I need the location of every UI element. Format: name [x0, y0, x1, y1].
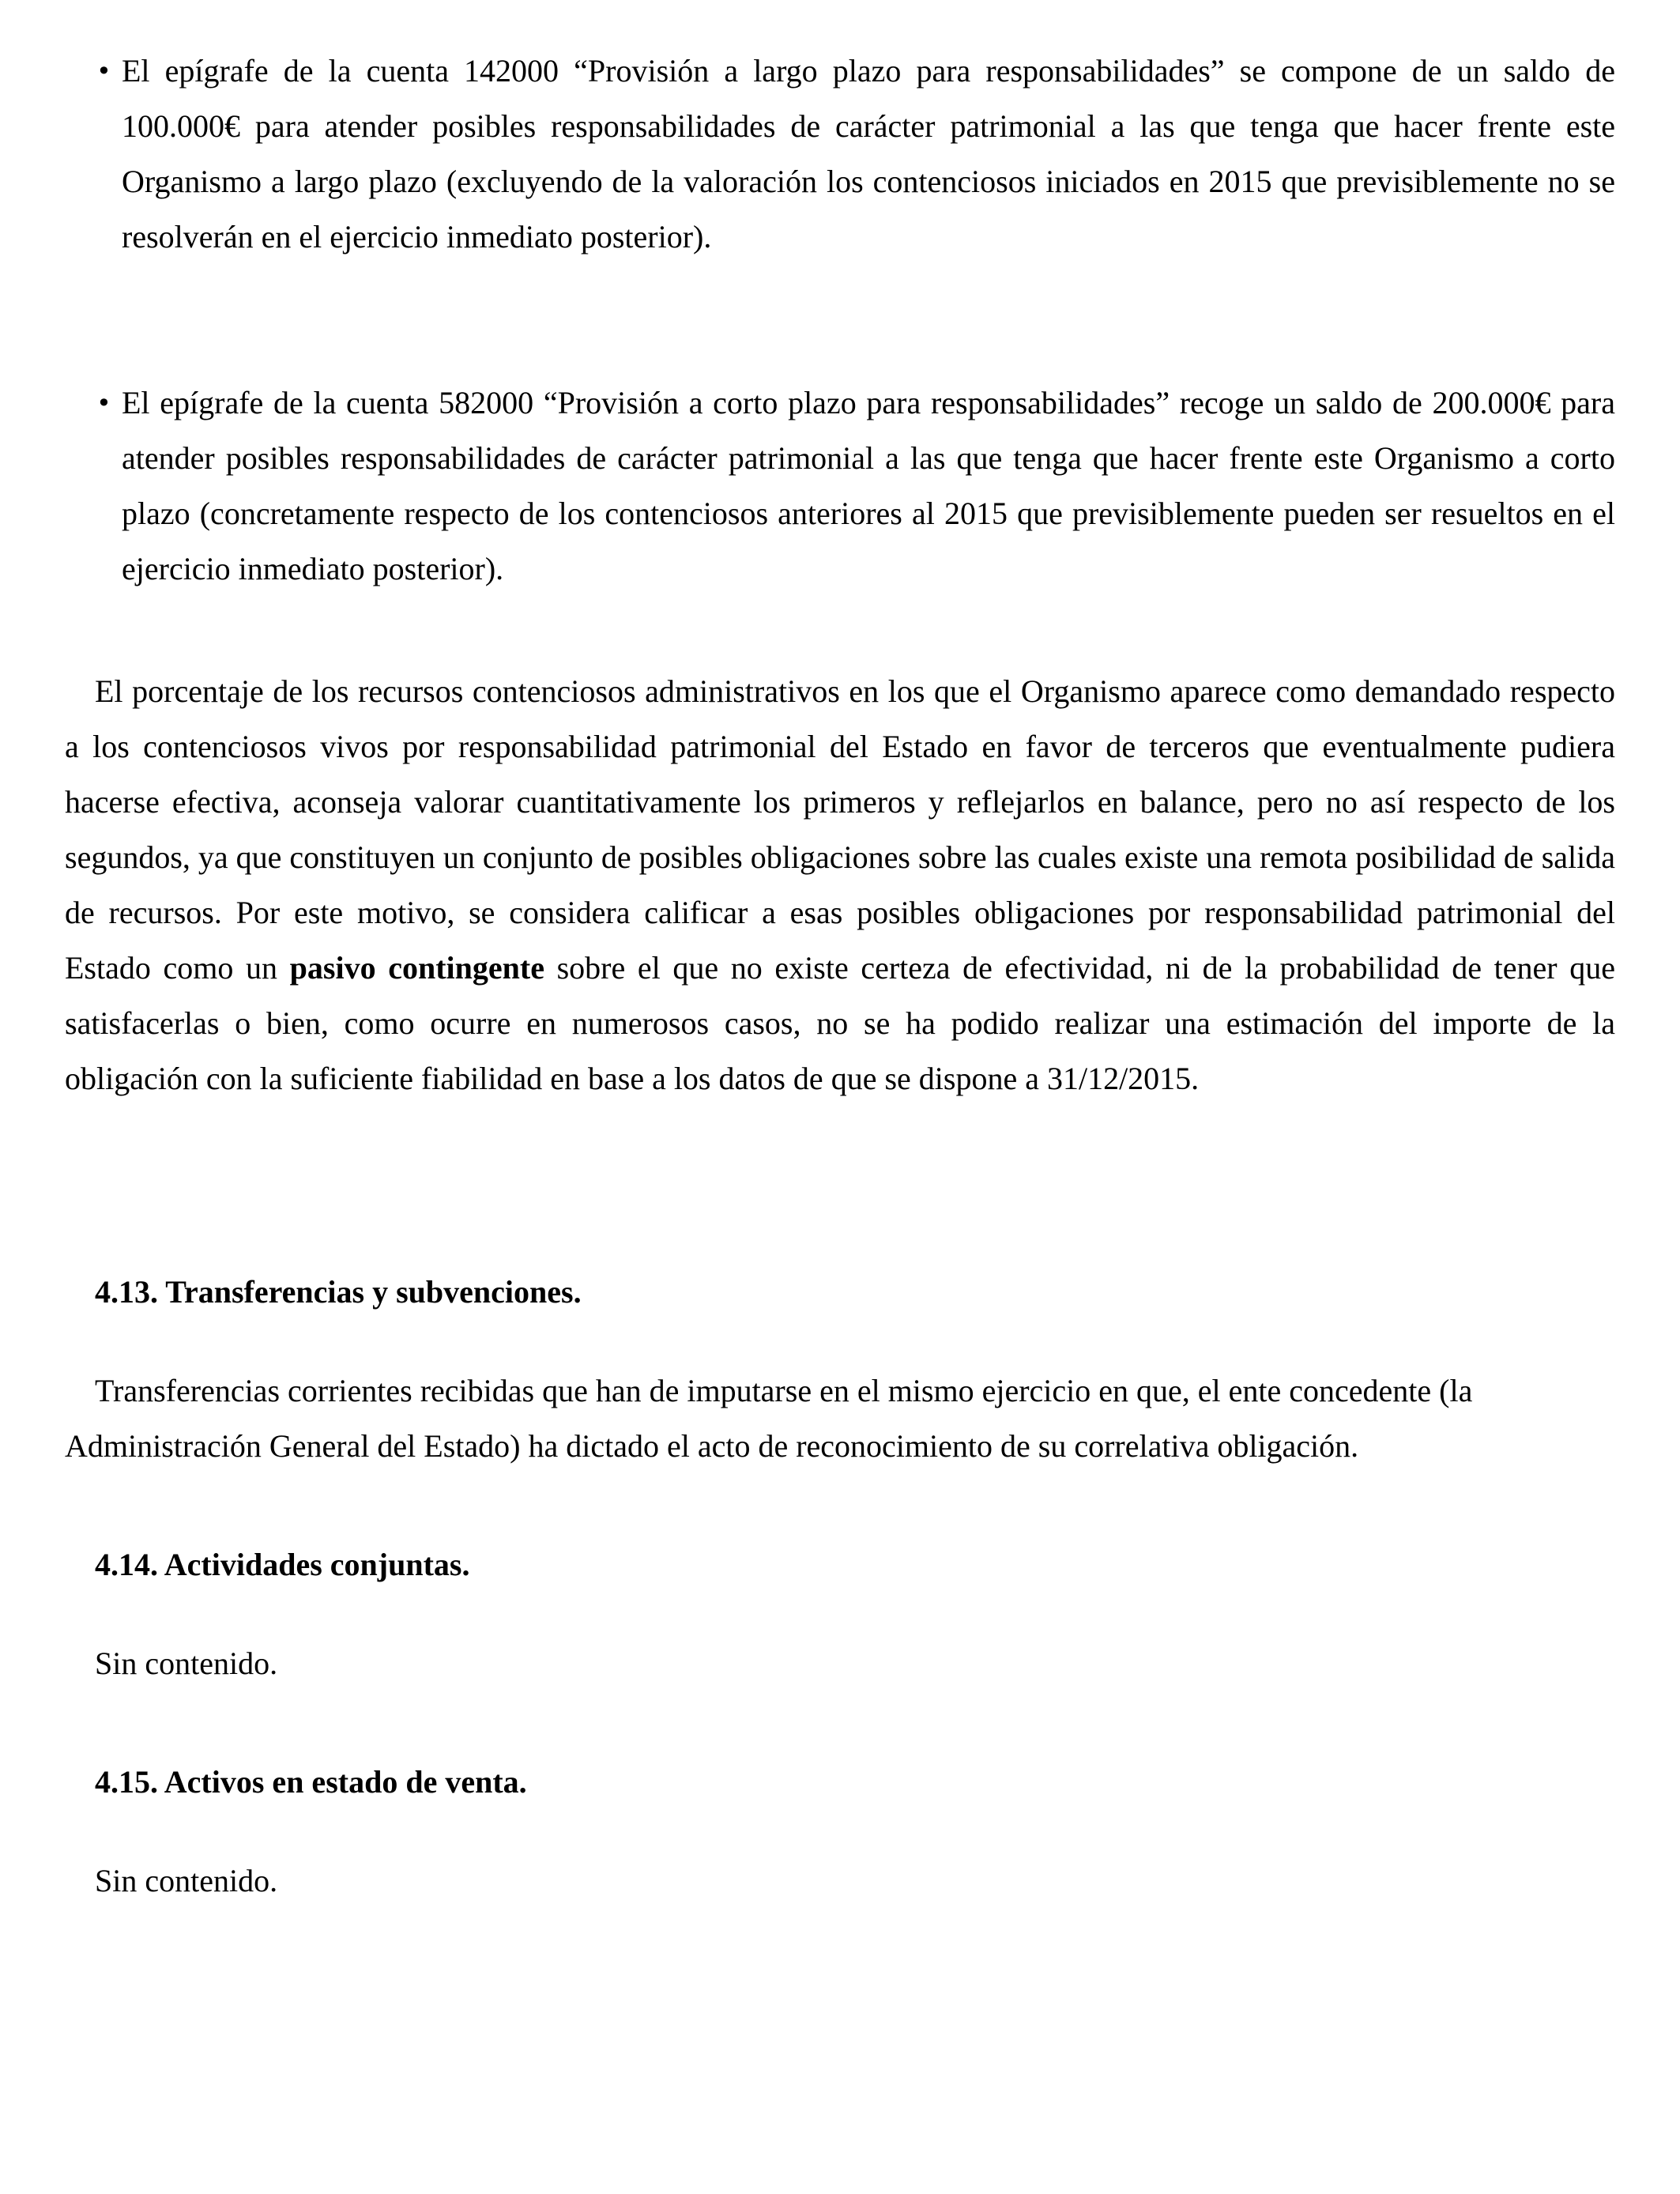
section-heading-4-15: 4.15. Activos en estado de venta. — [95, 1764, 527, 1800]
bullet-marker: • — [96, 56, 111, 86]
section-body-4-15: Sin contenido. — [95, 1863, 278, 1898]
paragraph-text: sobre el que no existe certeza de efectividad, ni de la probabilidad de tener que satisfacerlas o bien, como ocurre en numerosos casos, no se ha podido realizar una estimación del importe de la obligación con la suficiente fiabilidad en base a los datos de que se dispone a 31/12/2015. — [65, 950, 1616, 1096]
list-item — [65, 43, 1615, 265]
bold-text-pasivo-contingente: pasivo contingente — [289, 950, 544, 986]
section-body-4-14: Sin contenido. — [95, 1646, 278, 1681]
bullet-marker: • — [96, 388, 111, 418]
paragraph-text: El porcentaje de los recursos contenciosos administrativos en los que el Organismo aparece como demandado respecto a los contenciosos vivos por responsabilidad patrimonial del Estado en favor de terceros que eventualmente pudiera hacerse efectiva, aconseja valorar cuantitativamente los primeros y reflejarlos en balance, pero no así respecto de los segundos, ya que constituyen un conjunto de posibles obligaciones sobre las cuales existe una remota posibilidad de salida de recursos. Por este motivo, se considera calificar a esas posibles obligaciones por responsabilidad patrimonial del Estado como un — [65, 673, 1615, 986]
bullet-text: El epígrafe de la cuenta 582000 “Provisión a corto plazo para responsabilidades” recoge un saldo de 200.000€ para atender posibles responsabilidades de carácter patrimonial a las que tenga que hacer frente este Organismo a corto plazo (concretamente respecto de los contenciosos anteriores al 2015 que previsiblemente pueden ser resueltos en el ejercicio inmediato posterior). — [122, 385, 1615, 586]
paragraph-contingent-liability — [65, 664, 1615, 1106]
section-heading-4-14: 4.14. Actividades conjuntas. — [95, 1547, 470, 1582]
list-item — [65, 375, 1615, 597]
section-body-4-13: Transferencias corrientes recibidas que han de imputarse en el mismo ejercicio en que, el ente concedente (la Administración General del Estado) ha dictado el acto de reconocimiento de su correlativa obligación. — [65, 1373, 1473, 1464]
section-heading-4-13: 4.13. Transferencias y subvenciones. — [95, 1274, 582, 1310]
bullet-text: El epígrafe de la cuenta 142000 “Provisión a largo plazo para responsabilidades” se compone de un saldo de 100.000€ para atender posibles responsabilidades de carácter patrimonial a las que tenga que hacer frente este Organismo a largo plazo (excluyendo de la valoración los contenciosos iniciados en 2015 que previsiblemente no se resolverán en el ejercicio inmediato posterior). — [122, 53, 1615, 254]
